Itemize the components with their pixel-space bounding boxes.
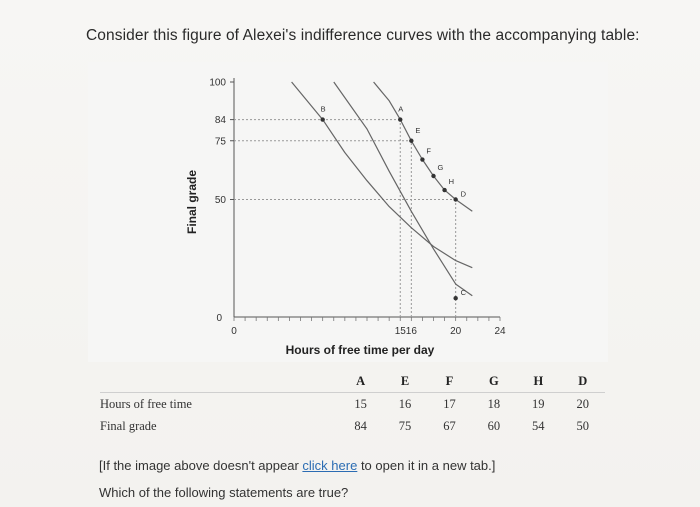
table-row: [100, 393, 605, 416]
indifference-curve-chart: [88, 62, 608, 362]
column-header: H: [533, 374, 544, 388]
column-header: A: [356, 374, 366, 388]
table-cell: 60: [487, 418, 501, 433]
table-cell: 17: [427, 393, 471, 416]
data-point: [320, 117, 324, 121]
column-header: E: [400, 374, 410, 388]
table-cell: 18: [472, 393, 516, 416]
point-label: A: [398, 104, 404, 114]
data-point: [398, 117, 402, 121]
question-prompt: Consider this figure of Alexei's indifference curves with the accompanying table:: [86, 27, 640, 44]
y-tick-label: 84: [214, 115, 226, 127]
x-tick-label: 0: [231, 326, 237, 337]
point-label: B: [320, 104, 326, 114]
table-cell: 20: [561, 393, 605, 416]
table-cell: 15: [338, 393, 382, 416]
data-point: [442, 188, 446, 192]
table-cell: 84: [354, 418, 367, 433]
table-cell: 75: [398, 418, 412, 433]
point-label: F: [426, 146, 432, 156]
image-fallback-note: [99, 458, 495, 473]
data-point: [453, 296, 457, 300]
point-label: C: [460, 288, 467, 298]
note-text-after: to open it in a new tab.]: [357, 458, 496, 473]
x-tick-label: 16: [405, 326, 417, 337]
indifference-curve-figure: [88, 62, 608, 362]
y-tick-label: 0: [216, 313, 222, 324]
data-point: [409, 139, 413, 143]
table-cell: 19: [516, 393, 560, 416]
open-image-link[interactable]: click here: [302, 458, 358, 473]
x-axis-label: Hours of free time per day: [285, 343, 435, 357]
point-label: G: [437, 163, 444, 172]
x-tick-label: 15: [394, 326, 406, 337]
x-tick-label: 20: [450, 326, 462, 337]
data-table: [100, 372, 605, 437]
point-label: E: [415, 125, 421, 135]
y-tick-label: 100: [209, 77, 226, 89]
y-tick-label: 75: [214, 136, 226, 148]
indifference-curve: [292, 82, 473, 268]
row-label: Final grade: [100, 418, 157, 433]
table-cell: 50: [576, 418, 589, 433]
y-tick-label: 50: [214, 195, 226, 206]
table-row: [100, 415, 605, 437]
data-point: [431, 174, 435, 178]
data-point: [420, 157, 424, 161]
table-cell: 54: [532, 418, 545, 433]
table-cell: 16: [383, 393, 427, 416]
data-table-wrap: [100, 372, 605, 437]
column-header: F: [445, 374, 454, 388]
indifference-curve: [334, 82, 473, 296]
indifference-curve: [374, 82, 473, 211]
y-axis-label: Final grade: [185, 169, 199, 235]
note-text-before: [If the image above doesn't appear: [99, 458, 303, 473]
column-header: D: [578, 374, 588, 388]
point-label: H: [448, 177, 455, 187]
column-header: G: [489, 374, 499, 388]
table-header-row: [100, 372, 605, 393]
point-label: D: [460, 189, 467, 199]
table-cell: 67: [443, 418, 456, 433]
data-point: [453, 197, 457, 201]
row-label: Hours of free time: [100, 393, 338, 416]
x-tick-label: 24: [494, 326, 506, 337]
question-text: Which of the following statements are true?: [99, 485, 349, 500]
